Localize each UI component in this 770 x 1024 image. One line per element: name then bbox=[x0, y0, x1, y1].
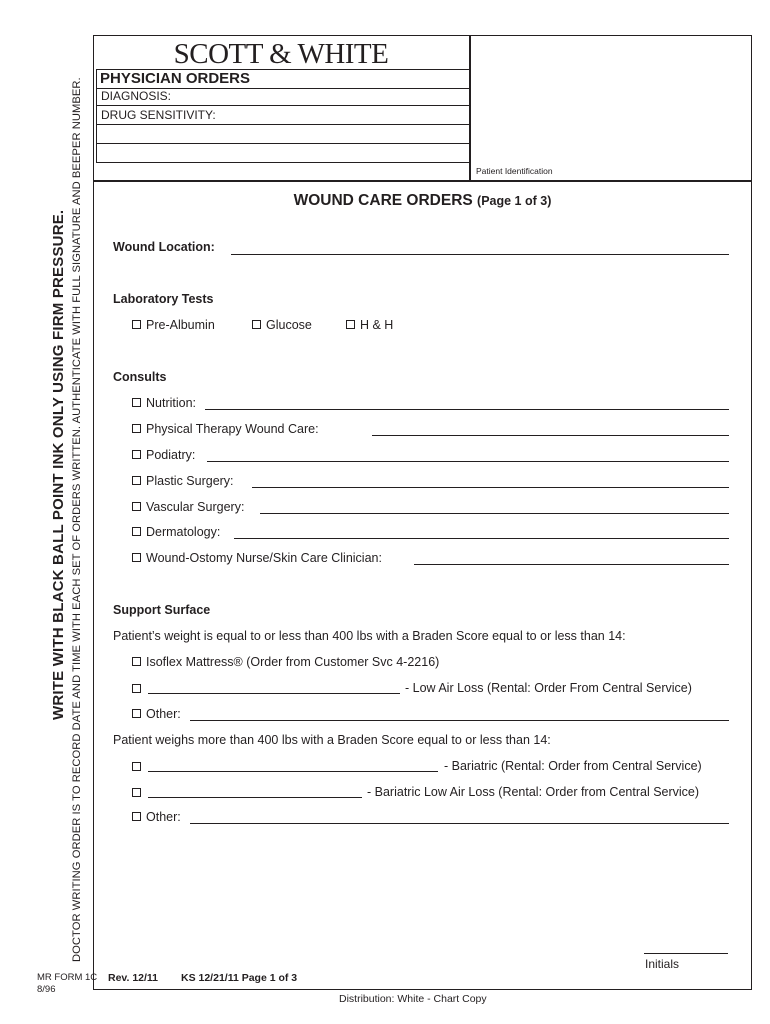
header-rule bbox=[96, 162, 469, 163]
checkbox[interactable] bbox=[346, 320, 355, 329]
consult-label: Physical Therapy Wound Care: bbox=[146, 422, 319, 436]
consult-line[interactable] bbox=[207, 461, 729, 462]
low-air-loss-line[interactable] bbox=[148, 693, 400, 694]
consult-plastic-surgery[interactable] bbox=[132, 474, 234, 488]
other-line[interactable] bbox=[190, 720, 729, 721]
other-line[interactable] bbox=[190, 823, 729, 824]
consult-dermatology[interactable] bbox=[132, 525, 220, 539]
header-divider-horizontal bbox=[93, 180, 752, 182]
consult-line[interactable] bbox=[205, 409, 729, 410]
header-rule bbox=[96, 124, 469, 125]
consult-line[interactable] bbox=[372, 435, 729, 436]
checkbox[interactable] bbox=[132, 398, 141, 407]
checkbox[interactable] bbox=[132, 657, 141, 666]
other-option-1[interactable] bbox=[132, 707, 181, 721]
laboratory-tests-heading: Laboratory Tests bbox=[113, 292, 214, 306]
consult-vascular-surgery[interactable] bbox=[132, 500, 244, 514]
checkbox[interactable] bbox=[132, 762, 141, 771]
consult-physical-therapy[interactable] bbox=[132, 422, 319, 436]
consult-label: Wound-Ostomy Nurse/Skin Care Clinician: bbox=[146, 551, 382, 565]
signature-instruction: DOCTOR WRITING ORDER IS TO RECORD DATE AND TIME WITH EACH SET OF ORDERS WRITTEN. AUTHENTICATE WITH FULL SIGNATURE AND BEEPER NUMBER. bbox=[71, 77, 83, 962]
consult-line[interactable] bbox=[414, 564, 729, 565]
bariatric-low-air-loss-line[interactable] bbox=[148, 797, 362, 798]
page-title-main: WOUND CARE ORDERS bbox=[293, 192, 473, 209]
consult-line[interactable] bbox=[252, 487, 729, 488]
bariatric-label: - Bariatric (Rental: Order from Central Service) bbox=[444, 759, 702, 773]
weight-criteria-2: Patient weighs more than 400 lbs with a Braden Score equal to or less than 14: bbox=[113, 733, 551, 747]
checkbox[interactable] bbox=[132, 450, 141, 459]
consult-podiatry[interactable] bbox=[132, 448, 195, 462]
initials-line[interactable] bbox=[644, 953, 728, 954]
diagnosis-field-label[interactable]: DIAGNOSIS: bbox=[101, 89, 172, 103]
header-rule bbox=[96, 105, 469, 106]
ks-page-label: KS 12/21/11 Page 1 of 3 bbox=[181, 972, 298, 984]
isoflex-mattress-option[interactable] bbox=[132, 655, 439, 669]
lab-option-h-and-h[interactable] bbox=[346, 318, 393, 332]
mr-form-label: MR FORM 1C bbox=[37, 972, 98, 983]
checkbox[interactable] bbox=[252, 320, 261, 329]
header-left-rule bbox=[96, 87, 97, 163]
checkbox[interactable] bbox=[132, 684, 141, 693]
option-label: H & H bbox=[360, 318, 394, 332]
checkbox[interactable] bbox=[132, 320, 141, 329]
bariatric-line[interactable] bbox=[148, 771, 438, 772]
bariatric-low-air-loss-label: - Bariatric Low Air Loss (Rental: Order from Central Service) bbox=[367, 785, 700, 799]
consult-label: Plastic Surgery: bbox=[146, 474, 234, 488]
consult-line[interactable] bbox=[260, 513, 729, 514]
weight-criteria-1: Patient’s weight is equal to or less than 400 lbs with a Braden Score equal to or less than 14: bbox=[113, 629, 626, 643]
lab-option-glucose[interactable] bbox=[252, 318, 312, 332]
distribution-label: Distribution: White - Chart Copy bbox=[339, 993, 487, 1005]
physician-orders-title: PHYSICIAN ORDERS bbox=[100, 70, 251, 87]
option-label: Glucose bbox=[266, 318, 312, 332]
option-label: Isoflex Mattress® (Order from Customer Svc 4-2216) bbox=[146, 655, 440, 669]
initials-label: Initials bbox=[645, 957, 680, 971]
checkbox[interactable] bbox=[132, 424, 141, 433]
consult-label: Podiatry: bbox=[146, 448, 196, 462]
low-air-loss-label: - Low Air Loss (Rental: Order From Central Service) bbox=[405, 681, 692, 695]
support-surface-heading: Support Surface bbox=[113, 603, 211, 617]
option-label: Other: bbox=[146, 707, 181, 721]
page-title bbox=[93, 192, 752, 210]
checkbox[interactable] bbox=[132, 553, 141, 562]
consult-label: Dermatology: bbox=[146, 525, 221, 539]
header-divider-vertical bbox=[469, 35, 471, 181]
scott-white-logo: SCOTT & WHITE bbox=[173, 38, 389, 70]
consult-label: Vascular Surgery: bbox=[146, 500, 245, 514]
wound-location-line[interactable] bbox=[231, 254, 729, 255]
checkbox[interactable] bbox=[132, 527, 141, 536]
ink-instruction: WRITE WITH BLACK BALL POINT INK ONLY USING FIRM PRESSURE. bbox=[50, 209, 67, 720]
option-label: Other: bbox=[146, 810, 181, 824]
option-label: Pre-Albumin bbox=[146, 318, 215, 332]
revision-label: Rev. 12/11 bbox=[108, 972, 159, 984]
header-rule bbox=[96, 143, 469, 144]
wound-location-label: Wound Location: bbox=[113, 240, 215, 254]
drug-sensitivity-field-label[interactable]: DRUG SENSITIVITY: bbox=[101, 108, 216, 122]
consult-nutrition[interactable] bbox=[132, 396, 196, 410]
checkbox[interactable] bbox=[132, 812, 141, 821]
page-number-label: (Page 1 of 3) bbox=[477, 194, 552, 208]
consult-label: Nutrition: bbox=[146, 396, 197, 410]
lab-option-pre-albumin[interactable] bbox=[132, 318, 215, 332]
other-option-2[interactable] bbox=[132, 810, 181, 824]
checkbox[interactable] bbox=[132, 788, 141, 797]
consults-heading: Consults bbox=[113, 370, 167, 384]
consult-wound-ostomy-nurse[interactable] bbox=[132, 551, 382, 565]
consult-line[interactable] bbox=[234, 538, 729, 539]
patient-identification-label: Patient Identification bbox=[476, 166, 553, 176]
checkbox[interactable] bbox=[132, 709, 141, 718]
checkbox[interactable] bbox=[132, 502, 141, 511]
mr-form-date: 8/96 bbox=[37, 984, 56, 995]
checkbox[interactable] bbox=[132, 476, 141, 485]
